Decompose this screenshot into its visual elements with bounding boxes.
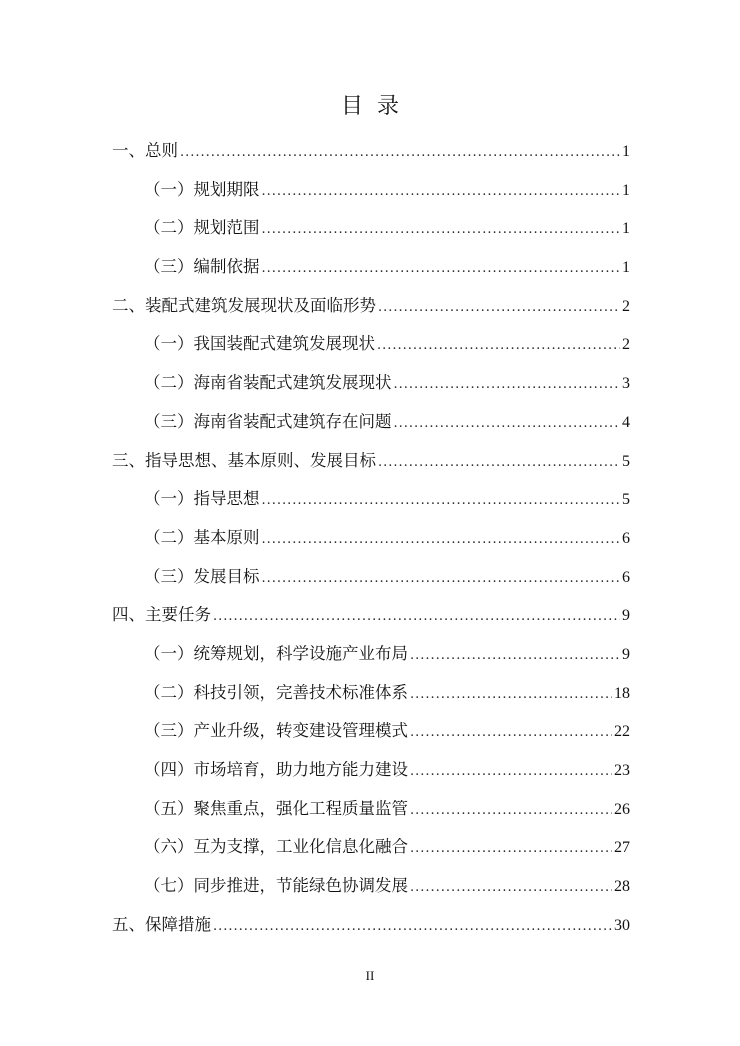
toc-leader [262,173,621,212]
toc-entry[interactable] [112,674,630,713]
toc-leader [410,792,612,831]
toc-entry-text: （一）我国装配式建筑发展现状 [144,334,375,354]
toc-entry[interactable] [112,248,630,287]
toc-entry-text: 四、主要任务 [112,605,211,625]
toc-leader [262,560,621,599]
toc-entry-page: 18 [614,684,630,702]
toc-entry-page: 30 [614,916,630,934]
toc-entry-text: （五）聚焦重点，强化工程质量监管 [144,798,408,818]
table-of-contents [112,132,630,944]
toc-entry[interactable] [112,906,630,945]
toc-entry-page: 6 [622,568,630,586]
toc-entry-text: （一）统筹规划，科学设施产业布局 [144,643,408,663]
toc-leader [410,637,620,676]
toc-entry-text: （三）发展目标 [144,566,260,586]
toc-entry-page: 2 [622,297,630,315]
toc-leader [394,366,621,405]
toc-entry-page: 6 [622,529,630,547]
toc-leader [410,676,612,715]
toc-entry[interactable] [112,403,630,442]
toc-entry-text: （七）同步推进，节能绿色协调发展 [144,876,408,896]
toc-leader [378,289,620,328]
page-title: 目录 [340,94,413,119]
toc-leader [262,211,621,250]
toc-entry[interactable] [112,751,630,790]
toc-entry-text: （四）市场培育，助力地方能力建设 [144,760,408,779]
toc-entry-page: 9 [622,607,630,625]
toc-entry-text: （三）编制依据 [144,257,260,277]
toc-entry-page: 5 [622,452,630,470]
toc-leader [213,598,620,637]
toc-entry-page: 9 [622,645,630,663]
page-number: II [365,968,375,983]
toc-entry-page: 4 [622,413,630,431]
toc-entry[interactable] [112,171,630,210]
toc-leader [262,521,621,560]
toc-entry-page: 2 [622,336,630,354]
toc-leader [410,830,612,869]
toc-entry-page: 1 [622,259,630,277]
toc-entry[interactable] [112,712,630,751]
toc-entry-page: 1 [622,181,630,199]
toc-entry[interactable] [112,519,630,558]
toc-entry-text: （六）互为支撑，工业化信息化融合 [144,837,408,857]
toc-entry-page: 1 [622,143,630,160]
toc-entry[interactable] [112,364,630,403]
toc-entry[interactable] [112,828,630,867]
toc-entry-text: （三）海南省装配式建筑存在问题 [144,411,392,431]
toc-entry-text: 五、保障措施 [112,914,211,934]
toc-entry-text: （二）海南省装配式建筑发展现状 [144,373,392,393]
toc-leader [410,869,612,908]
toc-leader [377,327,620,366]
toc-entry[interactable] [112,480,630,519]
toc-leader [410,753,612,792]
toc-leader [262,482,621,521]
toc-entry-page: 3 [622,375,630,393]
toc-entry-text: （一）规划期限 [144,179,260,199]
toc-entry[interactable] [112,442,630,481]
toc-entry[interactable] [112,287,630,326]
toc-entry-page: 1 [622,220,630,238]
toc-leader [262,250,621,289]
toc-leader [394,405,621,444]
toc-entry-text: （一）指导思想 [144,489,260,509]
toc-entry[interactable] [112,867,630,906]
toc-entry[interactable] [112,790,630,829]
toc-entry-text: （二）基本原则 [144,527,260,547]
toc-entry-page: 23 [614,762,630,779]
toc-leader [180,134,620,173]
toc-entry-page: 5 [622,491,630,509]
toc-entry-text: 一、总则 [112,141,178,160]
toc-entry[interactable] [112,132,630,171]
toc-entry-text: （二）科技引领，完善技术标准体系 [144,682,408,702]
toc-entry[interactable] [112,209,630,248]
toc-entry[interactable] [112,325,630,364]
toc-entry-page: 26 [614,800,630,818]
toc-leader [410,714,612,753]
toc-leader [378,444,620,483]
toc-entry-page: 28 [614,878,630,896]
toc-entry-text: 三、指导思想、基本原则、发展目标 [112,450,376,470]
toc-entry[interactable] [112,558,630,597]
toc-entry-page: 27 [614,839,630,857]
toc-entry-text: 二、装配式建筑发展现状及面临形势 [112,295,376,315]
toc-entry-page: 22 [614,723,630,741]
toc-entry[interactable] [112,596,630,635]
toc-entry-text: （二）规划范围 [144,218,260,238]
toc-leader [213,908,612,947]
toc-entry[interactable] [112,635,630,674]
toc-entry-text: （三）产业升级，转变建设管理模式 [144,721,408,741]
